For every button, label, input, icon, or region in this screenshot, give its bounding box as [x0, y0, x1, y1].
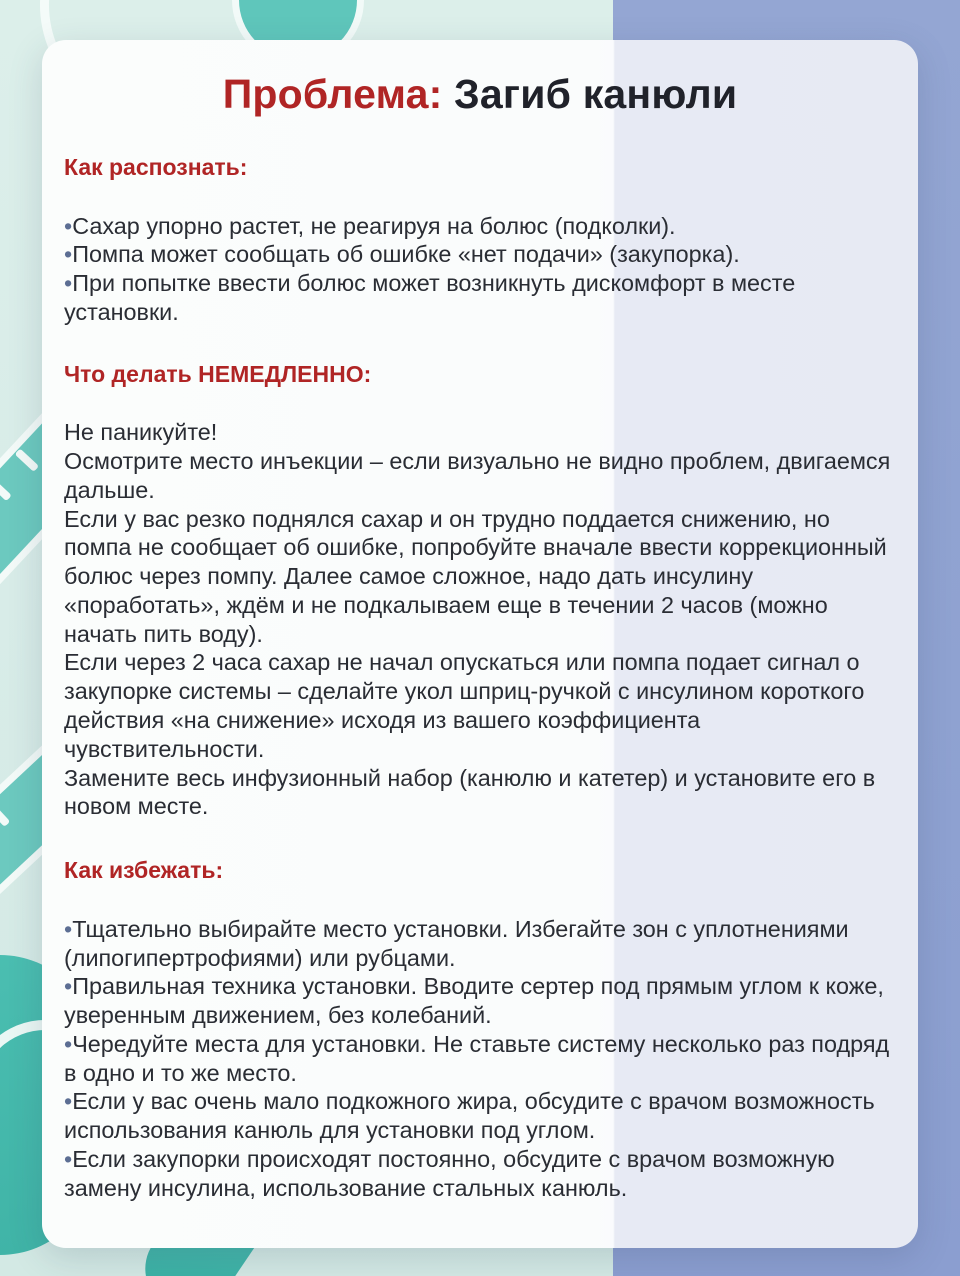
section-heading-immediate — [64, 361, 896, 389]
bullet-dot-icon: • — [64, 973, 73, 1000]
bullet-dot-icon: • — [64, 270, 73, 297]
list-item — [64, 1145, 896, 1203]
section-heading-immediate-plain: Что делать — [64, 360, 199, 387]
list-item-text: Помпа может сообщать об ошибке «нет подачи» (закупорка). — [72, 241, 740, 268]
list-item — [64, 915, 896, 973]
bullet-dot-icon: • — [64, 1146, 73, 1172]
list-item-text: Если у вас очень мало подкожного жира, обсудите с врачом возможность использования канюль для установки под углом. — [64, 1088, 875, 1144]
page-title-prefix: Проблема: — [222, 71, 443, 117]
list-item-text: Тщательно выбирайте место установки. Избегайте зон с уплотнениями (липогипертрофиями) или рубцами. — [64, 915, 849, 971]
section-body-avoid — [64, 915, 896, 1203]
section-heading-immediate-strong: НЕМЕДЛЕННО — [198, 360, 364, 387]
content-card — [42, 40, 918, 1248]
page-title — [64, 66, 896, 120]
list-item — [64, 212, 896, 241]
list-item-text: Чередуйте места для установки. Не ставьте систему несколько раз подряд в одно и то же место. — [64, 1030, 890, 1086]
section-heading-recognize: Как распознать: — [64, 153, 248, 180]
section-how-to-avoid — [64, 857, 896, 1202]
page-title-subject: Загиб канюли — [442, 71, 738, 117]
section-what-to-do-immediately — [64, 361, 896, 822]
list-item-text: Сахар упорно растет, не реагируя на болюс (подколки). — [72, 212, 676, 239]
list-item-text: Если закупорки происходят постоянно, обсудите с врачом возможную замену инсулина, использование стальных канюль. — [64, 1146, 835, 1201]
list-item — [64, 240, 896, 269]
bullet-dot-icon: • — [64, 241, 73, 268]
bullet-dot-icon: • — [64, 212, 73, 239]
paragraph: Не паникуйте! — [64, 419, 218, 446]
paragraph: Осмотрите место инъекции – если визуально не видно проблем, двигаемся дальше. — [64, 448, 891, 503]
section-how-to-recognize — [64, 154, 896, 327]
bullet-dot-icon: • — [64, 1088, 73, 1115]
paragraph: Если через 2 часа сахар не начал опускаться или помпа подает сигнал о закупорке системы – сделайте укол шприц-ручкой с инсулином короткого действия «на снижение» исходя из вашего коэффициента чувствительности. — [64, 649, 865, 762]
section-heading-immediate-suffix: : — [363, 360, 372, 387]
list-item — [64, 1087, 896, 1145]
list-item-text: При попытке ввести болюс может возникнуть дискомфорт в месте установки. — [64, 270, 796, 325]
paragraph: Если у вас резко поднялся сахар и он трудно поддается снижению, но помпа не сообщает об ошибке, попробуйте вначале ввести коррекционный болюс через помпу. Далее самое сложное, надо дать инсулину «поработать», ждём и не подкалываем еще в течении 2 часов (можно начать пить воду). — [64, 505, 887, 647]
section-heading-avoid: Как избежать: — [64, 857, 224, 884]
bullet-dot-icon: • — [64, 1030, 73, 1057]
list-item-text: Правильная техника установки. Вводите сертер под прямым углом к коже, уверенным движением, без колебаний. — [64, 973, 884, 1029]
paragraph: Замените весь инфузионный набор (канюлю и катетер) и установите его в новом месте. — [64, 764, 876, 820]
section-body-immediate — [64, 418, 896, 821]
bullet-dot-icon: • — [64, 915, 73, 942]
list-item — [64, 269, 896, 327]
list-item — [64, 972, 896, 1030]
section-body-recognize — [64, 212, 896, 327]
list-item — [64, 1030, 896, 1088]
